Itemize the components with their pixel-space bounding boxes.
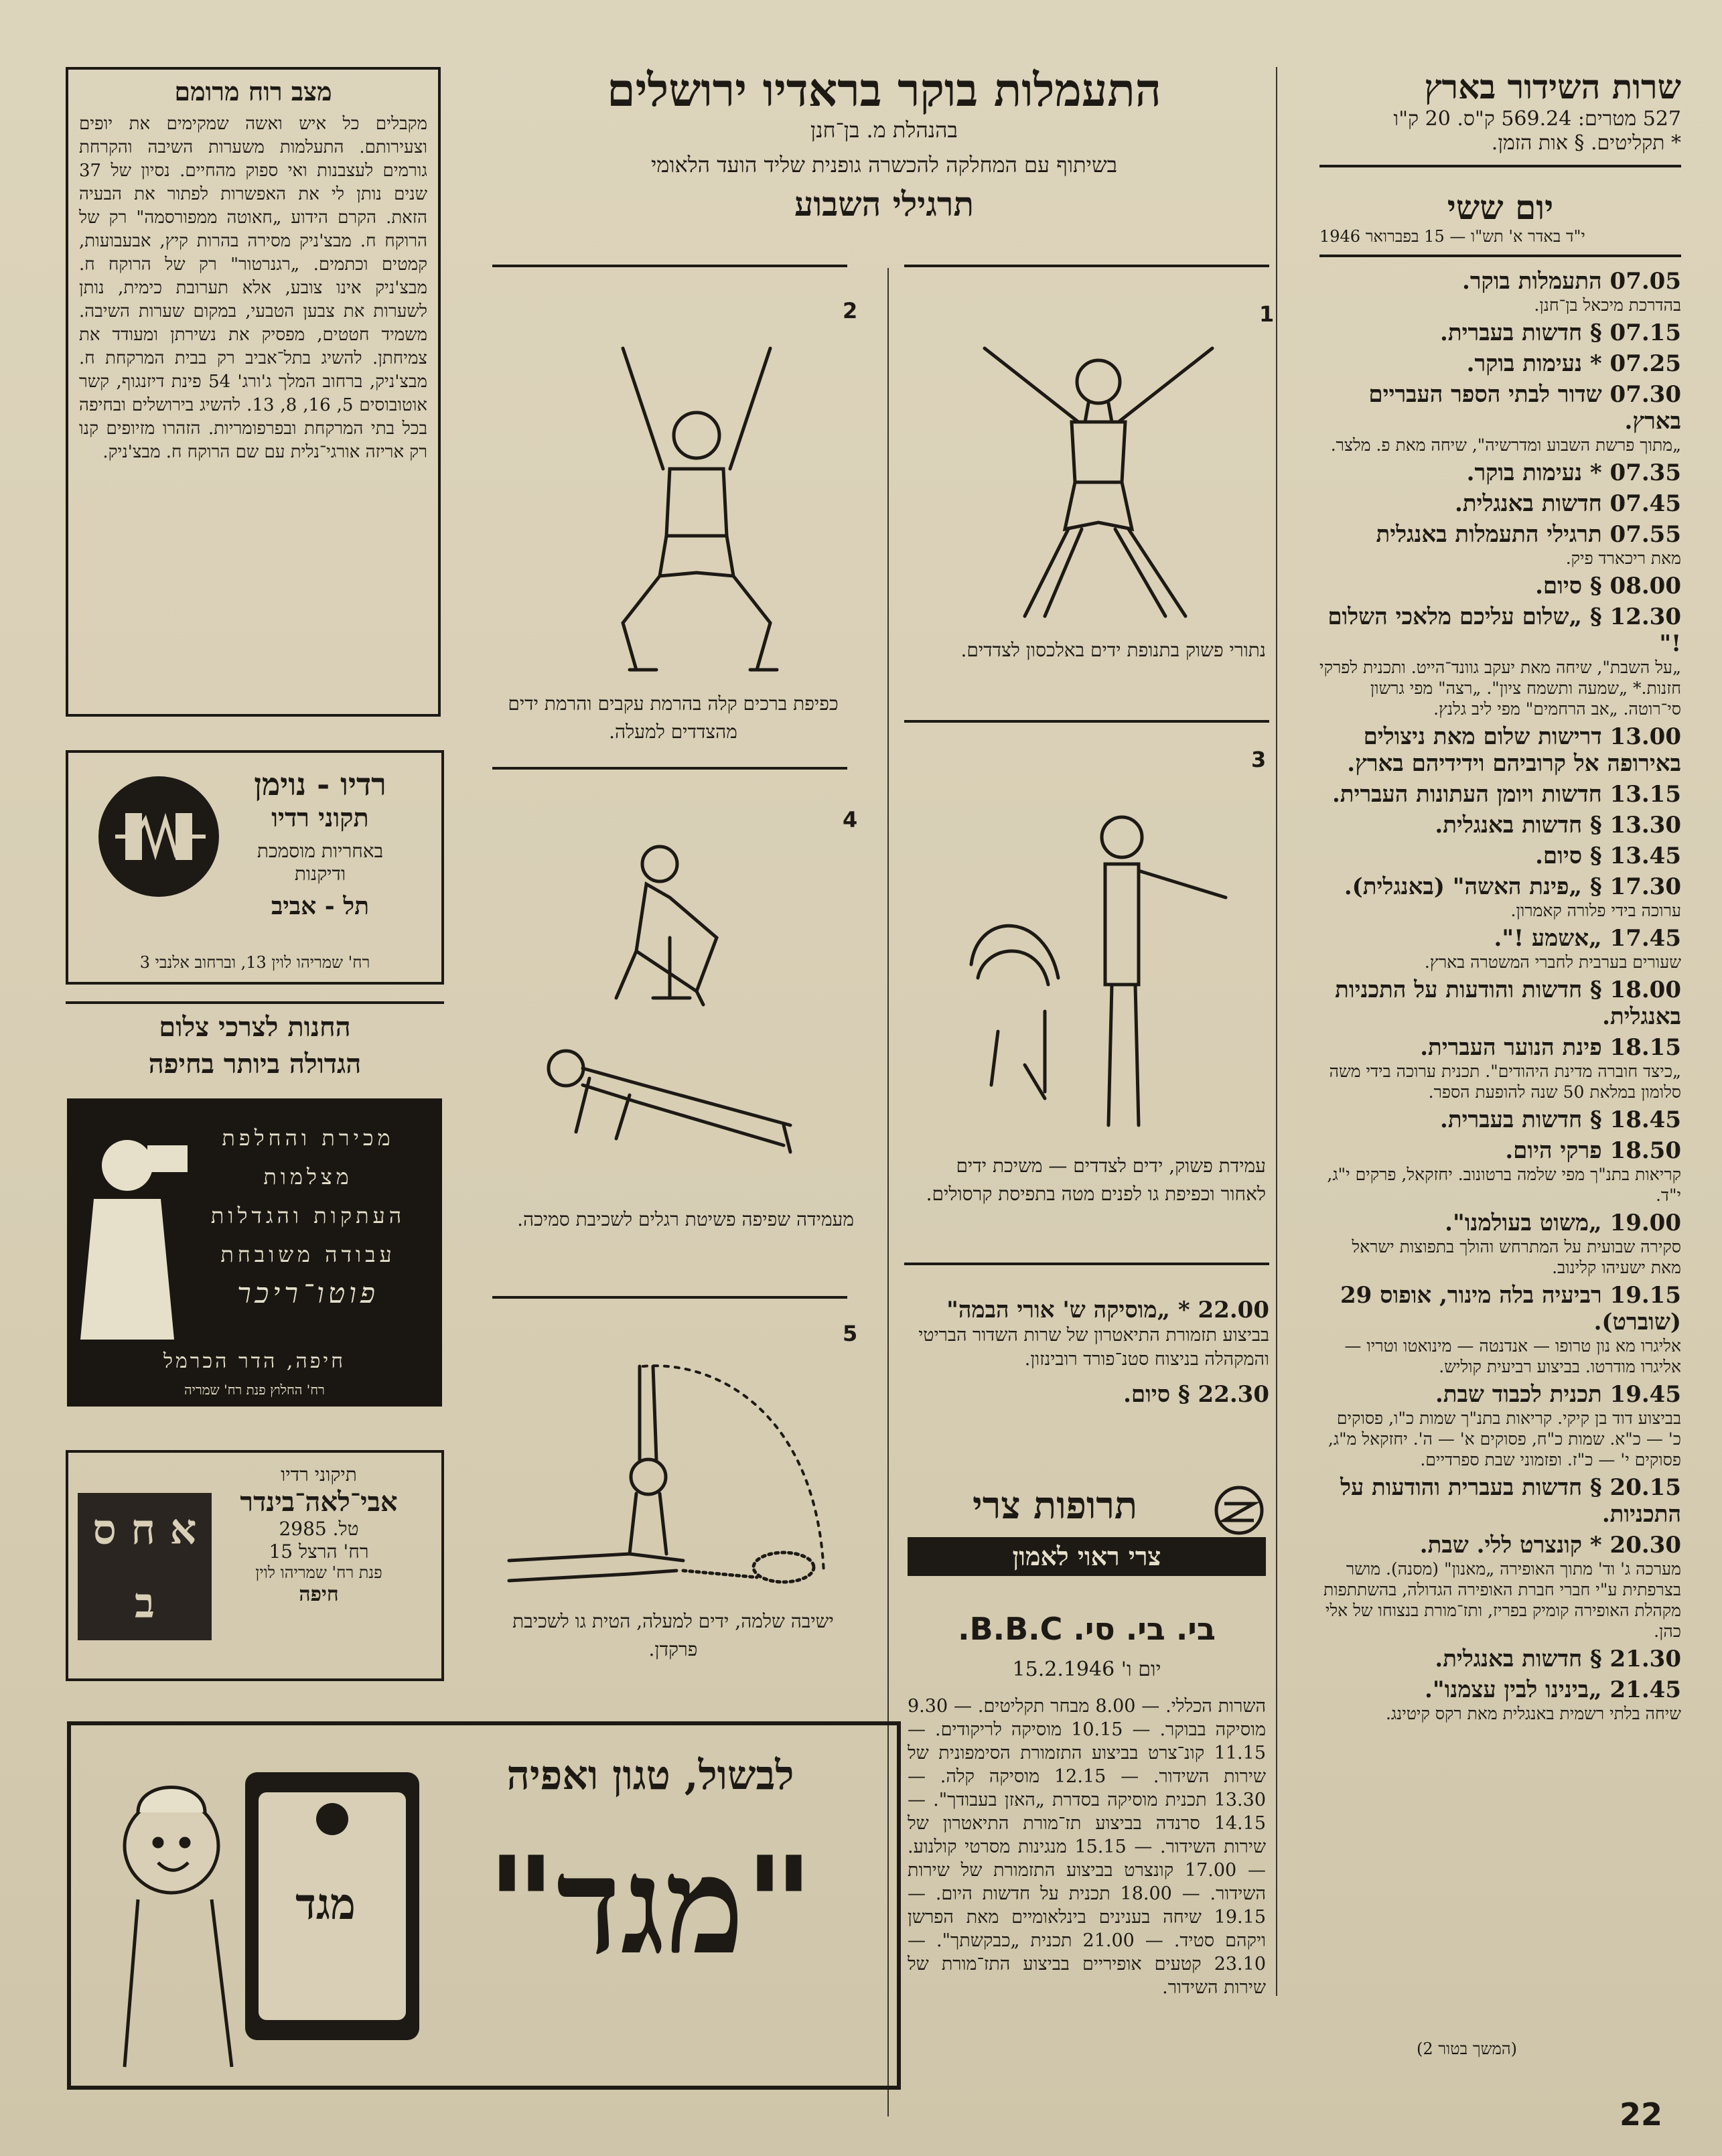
photo-line2: מצלמות [263,1164,353,1190]
schedule-entry-title: 21.30 § חדשות באנגלית. [1435,1646,1681,1672]
exercise-header [489,64,1279,224]
exercise-5-caption: ישיבה שלמה, ידים למעלה, הטית גו לשכיבת פרקדן. [512,1610,834,1660]
hair-ad-text: מקבלים כל איש ואשה שמקימים את יופים וצעירותם. התעלמות משערות השיבה והקרחת גורמים לעצבנות ואי ספוק מהחיים. נסיון של 37 שנים נותן לי את האפשרות לפתור את הבעיה הזאת. הקרם הידוע „חאוטה ממפורסמה" רק של הרוקח ח. מבצ'ניק מסירה בהרות קיץ, אבעבועות, קמטים וכתמים. „רגנרטור" רק של הרוקח ח. מבצ'ניק אינו צובע, אלא תערובת כימית, נותן לשערות את צבען הטבעי, במקום שערות השיבה. משמיד חטטים, מפסיק את נשירתן ומעודד את צמיחתן. להשיג בתל־אביב רק בבית המרקחת ח. מבצ'ניק, ברחוב המלך ג'ורג' 54 פינת דיזנגוף, קשר אוטובוסים 5, 16, 8, 13. להשיג בירושלים ובחיפה בכל בתי המרקחת ובפרפומריות. הזהרו מזיופים קנו רק אריזה אורגי־נלית עם שם הרוקח ח. מבצ'ניק. [79,114,428,462]
maged-ad [67,1721,901,2090]
divider [1319,165,1681,167]
neuman-logo-icon [95,773,222,900]
schedule-entry [1319,1646,1681,1672]
avi-addr: רח' הרצל 15 [269,1540,369,1563]
schedule-entry-desc: שעורים בערבית לחברי המשטרה בארץ. [1424,952,1681,972]
exercise-director: בהנהלת מ. בן־חנן [810,117,958,143]
photo-brand: פוטו־ריכר [237,1277,379,1309]
radio-neuman-ad [66,750,444,985]
schedule-day: יום ששי [1447,188,1554,227]
neuman-sub: תקוני רדיו [271,802,369,833]
maged-slogan: לבשול, טגון ואפיה [506,1752,794,1799]
page-number: 22 [1619,2096,1662,2133]
schedule-entry-title: 07.55 תרגילי התעמלות באנגלית [1376,521,1681,548]
schedule-entry [1319,1381,1681,1470]
schedule-entry-title: 12.30 § „שלום עליכם מלאכי השלום !" [1328,603,1681,657]
schedule-entry [1319,723,1681,777]
photo-line3: העתקות והגדלות [210,1203,406,1228]
bbc-text: השרות הכללי. — 8.00 מבחר תקליטים. — 9.30 מוסיקה בבוקר. — 10.15 מוסיקה לריקודים. — 11.15 קונ־צרט בביצוע התזמורת הסימפונית של שירות השידור. — 12.15 מוסיקה קלה. — 13.30 תכנית מוסיקה בסדרת „האזן בעבודך". — 14.15 סרנדה בביצוע תז־מורת התיאטרון של שירות השידור. — 15.15 מנגינות מסרטי קולנוע. — 17.00 קונצרט בביצוע התזמורת של שירות השידור. — 18.00 תכנית על חדשות היום. — 19.15 שיחה בענינים בינלאומיים מאת הפרשן ויקהם סטיד. — 21.00 תכנית „כבקשתך". — 23.10 קטעים אופיריים בביצוע התז־מורת של שירות השידור. [908,1696,1267,1998]
schedule-entry-title: 17.30 § „פינת האשה" (באנגלית). [1344,873,1681,900]
schedule-entry-desc: אליגרו מא נון טרופו — אנדנטה — מינואטו וטריו — אליגרו מודרטו. בביצוע רביעית קוליש. [1344,1336,1681,1376]
schedule-entry-desc: „כיצד חוברה מדינת היהודים". תכנית ערוכה בידי משה סלומון במלאת 50 שנה להופעת הספר. [1329,1062,1681,1102]
schedule-entry [1319,521,1681,569]
schedule-entry [1319,1676,1681,1724]
evening-entry-1-desc: בביצוע תזמורת התיאטרון של שרות השדור הבריטי והמקהלה בניצוח סטנ־פורד רובינזון. [918,1325,1269,1370]
schedule-entry-title: 13.00 דרישות שלום מאת ניצולים באירופה אל קרוביהם וידידיהם בארץ. [1347,723,1681,777]
evening-entry-1-time: 22.00 * „מוסיקה ש' אורי הבמה" [946,1297,1269,1323]
divider [904,720,1269,723]
radio-schedule [1319,67,1681,1724]
exercise-4-caption: מעמידה שפיפה פשיטת רגלים לשכיבת סמיכה. [517,1208,854,1230]
schedule-entry [1319,319,1681,346]
hair-ad-title: מצב רוח מרומם [174,76,332,106]
schedule-entry-title: 13.30 § חדשות באנגלית. [1435,812,1681,839]
schedule-entry-title: 18.00 § חדשות והודעות על התכניות באנגלית. [1335,977,1681,1030]
schedule-entry-desc: מערכה ג' וד' מתוך האופירה „מאנון" (מסנה). מושר בצרפתית ע"י חברי חברת האופירה הגדולה, בהשתתפות מקהלת האופירה קומיק בפריז, ותז־מורת בנצוחו של אלי כהן. [1323,1559,1681,1641]
photographer-icon [67,1119,194,1346]
schedule-entry-desc: בהדרכת מיכאל בן־חנן. [1534,295,1681,315]
schedule-entry [1319,459,1681,486]
exercise-2-figure [589,335,804,683]
schedule-entry-title: 18.45 § חדשות בעברית. [1440,1106,1681,1133]
avi-binder-ad [66,1450,444,1681]
photo-line1: מכירת והחלפת [222,1125,394,1151]
neuman-address: רח' שמריהו לוין 13, וברחוב אלנבי 3 [139,953,370,972]
schedule-entry [1319,490,1681,517]
evening-entry-2-time: 22.30 § סיום. [1123,1381,1269,1408]
schedule-entry-title: 19.15 רביעיה בלה מינור, אופוס 29 (שוברט). [1340,1282,1681,1336]
exercise-4-figure [536,837,817,1199]
schedule-entry-desc: בביצוע דוד בן קיקי. קריאות בתנ"ך שמות כ"ו, פסוקים כ' — כ"א. שמות כ"ח, פסוקים א' — ה'. יחזקאל מ"ג, פסוקים י' — כ"ז. ופזמוני שבת ספרדיים. [1328,1409,1681,1469]
schedule-entry [1319,381,1681,455]
maged-brand: "מגד" [486,1827,814,1985]
schedule-entry-title: 20.15 § חדשות בעברית והודעות על התכניות. [1340,1474,1681,1528]
avi-logo-icon: א ח ס ב [78,1493,212,1640]
exercise-3-number: 3 [1251,747,1267,772]
schedule-entry [1319,1034,1681,1102]
photo-ad-title-1: החנות לצרכי צלום [159,1011,351,1043]
schedule-entry-title: 08.00 § סיום. [1535,573,1681,599]
schedule-entry-desc: ערוכה בידי פלורה קאמרון. [1510,901,1681,920]
schedule-entry-title: 13.45 § סיום. [1535,843,1681,869]
schedule-entry-desc: „על השבת", שיחה מאת יעקב גוונד־הייט. ותכנית לפרקי חזנות.* „שמעה ותשמח ציון". „רצה" מפי גרשון סי־רוטה. „אב הרחמים" מפי ליב גלנץ. [1319,658,1681,719]
exercise-2-number: 2 [843,298,858,324]
divider [66,1001,444,1004]
bbc-title: בי. בי. סי. B.B.C. [958,1611,1216,1647]
schedule-entry [1319,873,1681,921]
neuman-city: תל - אביב [271,892,370,920]
schedule-entry [1319,1282,1681,1377]
photo-ad-title-2: הגדולה ביותר בחיפה [148,1048,362,1080]
exercise-2-caption: כפיפת ברכים קלה בהרמת עקבים והרמת ידים מהצדדים למעלה. [508,693,839,743]
schedule-entry-title: 07.25 * נעימות בוקר. [1466,350,1681,377]
schedule-entry [1319,1210,1681,1278]
schedule-entry-desc: „מתוך פרשת השבוע ומדרשיה", שיחה מאת פ. מלצר. [1330,435,1681,455]
schedule-entry [1319,603,1681,719]
divider [904,265,1269,267]
schedule-title: שרות השידור בארץ [1424,67,1681,106]
exercise-5-figure [496,1353,857,1594]
schedule-legend: * תקליטים. § אות הזמן. [1491,131,1681,155]
avi-city: חיפה [299,1583,339,1606]
divider [492,1296,847,1299]
schedule-entry-desc: סקירה שבועית על המתרחש והולך בתפוצות ישראל מאת ישעיהו קלינוב. [1352,1237,1681,1277]
schedule-freq: 527 מטרים: 569.24 ק"ס. 20 ק"ו [1393,107,1681,131]
hair-tonic-ad [66,67,441,717]
exercise-5-number: 5 [843,1321,858,1346]
divider [492,767,847,770]
schedule-entry [1319,350,1681,377]
schedule-entry [1319,977,1681,1030]
schedule-entry-title: 19.45 תכנית לכבוד שבת. [1435,1381,1681,1408]
zori-title: תרופות צרי [973,1484,1137,1528]
zori-ad [908,1484,1266,1577]
avi-line1: תיקוני רדיו [281,1463,357,1486]
schedule-entry-title: 21.45 „בינינו לבין עצמנו". [1425,1676,1681,1703]
schedule-entry [1319,573,1681,599]
photo-address: רח' החלוץ פנת רח' שמריה [184,1382,325,1398]
schedule-entry-title: 18.15 פינת הנוער העברית. [1420,1034,1681,1061]
schedule-entry-desc: שיחה בלתי רשמית באנגלית מאת רקס קיטינג. [1385,1704,1681,1723]
exercise-1-figure [964,321,1232,630]
column-rule [1276,67,1277,1996]
photo-city: חיפה, הדר הכרמל [163,1350,346,1373]
maged-can-label: מגד [295,1879,356,1930]
schedule-entry [1319,1137,1681,1206]
photo-ad-panel [67,1098,442,1407]
neuman-line1: באחריות מוסמכת [257,840,384,862]
schedule-entry-title: 07.05 התעמלות בוקר. [1462,268,1681,295]
avi-tel: טל. 2985 [279,1518,359,1540]
zori-slogan: צרי ראוי לאמון [908,1537,1266,1576]
schedule-entry-title: 13.15 חדשות ויומן העתונות העברית. [1332,781,1681,808]
divider [904,1263,1269,1265]
exercise-1-number: 1 [1259,301,1275,327]
schedule-entry [1319,812,1681,839]
schedule-entry [1319,1474,1681,1528]
exercise-3-caption: עמידת פשוק, ידים לצדדים — משיכת ידים לאחור וכפיפת גו לפנים מטה בתפיסת קרסולים. [926,1155,1266,1205]
schedule-entries [1319,268,1681,1724]
schedule-entry-desc: מאת ריכארד פיק. [1565,549,1681,568]
continued-note: (המשך בטור 2) [1416,2039,1518,2058]
schedule-entry [1319,1106,1681,1133]
bbc-date: יום ו' 15.2.1946 [1012,1658,1161,1681]
divider [492,265,847,267]
schedule-entry-title: 07.15 § חדשות בעברית. [1440,319,1681,346]
schedule-entry-title: 17.45 „אשמע !". [1494,925,1681,952]
schedule-entry-title: 07.45 חדשות באנגלית. [1454,490,1681,517]
schedule-date: י"ד באדר א' תש"ו — 15 בפברואר 1946 [1319,227,1585,246]
exercise-3-figure [938,810,1239,1139]
schedule-entry-title: 07.35 * נעימות בוקר. [1466,459,1681,486]
avi-name: אבי־לאה־בינדר [240,1486,398,1518]
schedule-entry-title: 20.30 * קונצרט ללי. שבת. [1419,1532,1681,1559]
schedule-entry [1319,843,1681,869]
zori-logo-icon [1212,1484,1266,1537]
schedule-entry [1319,925,1681,973]
neuman-title: רדיו - נוימן [254,766,386,802]
schedule-entry-desc: קריאות בתנ"ך מפי שלמה ברטונוב. יחזקאל, פרקים י"ג, י"ד. [1327,1165,1681,1205]
schedule-entry [1319,781,1681,808]
schedule-entry [1319,268,1681,315]
exercise-1-caption: נתורי פשוק בתנופת ידים באלכסון לצדדים. [960,639,1266,661]
schedule-entry [1319,1532,1681,1642]
schedule-entry-title: 07.30 שדור לבתי הספר העבריים בארץ. [1368,381,1681,435]
exercise-partner: בשיתוף עם המחלקה להכשרה גופנית שליד הועד הלאומי [650,152,1118,177]
exercise-week: תרגילי השבוע [794,184,974,224]
divider [1319,255,1681,257]
evening-schedule [904,1293,1269,1408]
neuman-text-block [210,766,431,920]
schedule-entry-title: 19.00 „משוט בעולמנו". [1445,1210,1681,1236]
avi-corner: פנת רח' שמריהו לוין [255,1563,382,1582]
neuman-line2: ודיקנות [294,863,346,885]
schedule-entry-title: 18.50 פרקי היום. [1505,1137,1681,1164]
exercise-4-number: 4 [843,807,858,833]
exercise-title: התעמלות בוקר בראדיו ירושלים [607,64,1161,117]
photo-line4: עבודה משובחת [220,1242,396,1267]
